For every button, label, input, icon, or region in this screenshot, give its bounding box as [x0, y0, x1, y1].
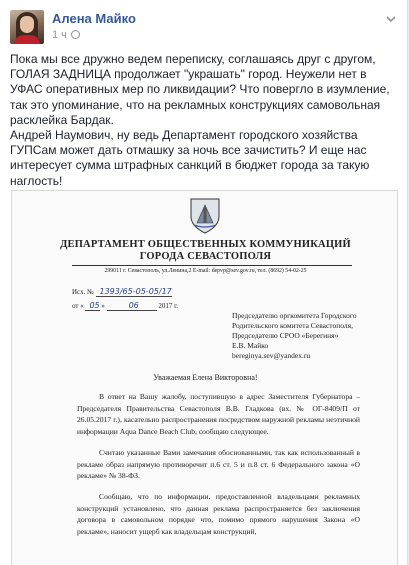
globe-icon [71, 30, 80, 39]
post-header [10, 10, 400, 44]
post-paragraph-2: Андрей Наумович, ну ведь Департамент городского хозяйства ГУПСам может дать отмашку за ночь все зачистить? И еще нас интересует сумма штрафных санкций в бюджет города за такую наглость! [10, 128, 370, 188]
ref-date-line: от « 05 » 06 2017 г. [72, 301, 178, 310]
author-name[interactable]: Алена Майко [52, 11, 136, 26]
letter-greeting: Уважаемая Елена Викторовна! [153, 373, 258, 382]
post-meta [52, 29, 80, 41]
addressee-line: Родительского комитета Севастополя, [232, 321, 353, 330]
avatar[interactable] [10, 10, 44, 44]
ref-label: Исх. № [72, 288, 94, 296]
letter-paragraph-2: Считаю указанные Вами замечания обоснованными, так как использованный в рекламе образ напрямую противоречит п.6 ст. 5 и п.8 ст. 6 Федерального закона «О рекламе» № 38-ФЗ. [77, 448, 360, 480]
addressee-block [232, 311, 397, 361]
addressee-email: bereginya.sev@yandex.ru [232, 351, 311, 360]
org-name-line2: ГОРОДА СЕВАСТОПОЛЯ [139, 251, 272, 262]
post-paragraph-1: Пока мы все дружно ведем переписку, соглашаясь друг с другом, ГОЛАЯ ЗАДНИЦА продолжает "украшать" город. Неужели нет в УФАС оперативных мер по ликвидации? Что повергло в изумление, так это упоминание, что на рекламных конструкциях самовольная расклейка Бардак. [10, 52, 390, 127]
letter-paragraph-3: Сообщаю, что по информации, предоставленной владельцами рекламных конструкций установлено, что данная реклама распространяется без заключения договора в самовольном порядке что, помимо прямого нарушения Закона «О рекламе», наносит ущерб как владельцам конструкций, [77, 492, 360, 536]
date-label: от « [72, 302, 84, 310]
sevastopol-emblem [188, 197, 222, 235]
post-text [10, 52, 402, 189]
org-divider [72, 265, 352, 266]
date-month: 06 [128, 301, 139, 310]
chevron-down-icon[interactable] [386, 14, 396, 24]
post-time[interactable]: 1 ч [52, 29, 67, 41]
org-address: 299011 г. Севастополь, ул.Ленина,2 E-mail: depvp@sev.gov.ru, тел. (8692) 54-02-25 [104, 268, 307, 274]
letter-paragraph-1: В ответ на Вашу жалобу, поступившую в адрес Заместителя Губернатора – Председателя Правительства Севастополя В.В. Гладкова (вх. № ОГ-8409/П от 26.05.2017 г.), касательно распространения посредством наружной рекламы неэтичной информации Aqua Dance Beach Club, сообщаю следующее. [77, 392, 360, 436]
ref-number: 1393/65-05-05/17 [99, 287, 172, 296]
ref-number-line [72, 287, 172, 297]
addressee-line: Председателю оргкомитета Городского [232, 311, 357, 320]
addressee-line: Е.В. Майко [232, 341, 269, 350]
org-name-line1: ДЕПАРТАМЕНТ ОБЩЕСТВЕННЫХ КОММУНИКАЦИЙ [60, 239, 351, 250]
date-year: 2017 г. [158, 302, 178, 310]
attached-document-image[interactable] [11, 190, 398, 565]
date-day: 05 [89, 301, 100, 310]
addressee-line: Председателю СРОО «Берегиня» [232, 331, 339, 340]
